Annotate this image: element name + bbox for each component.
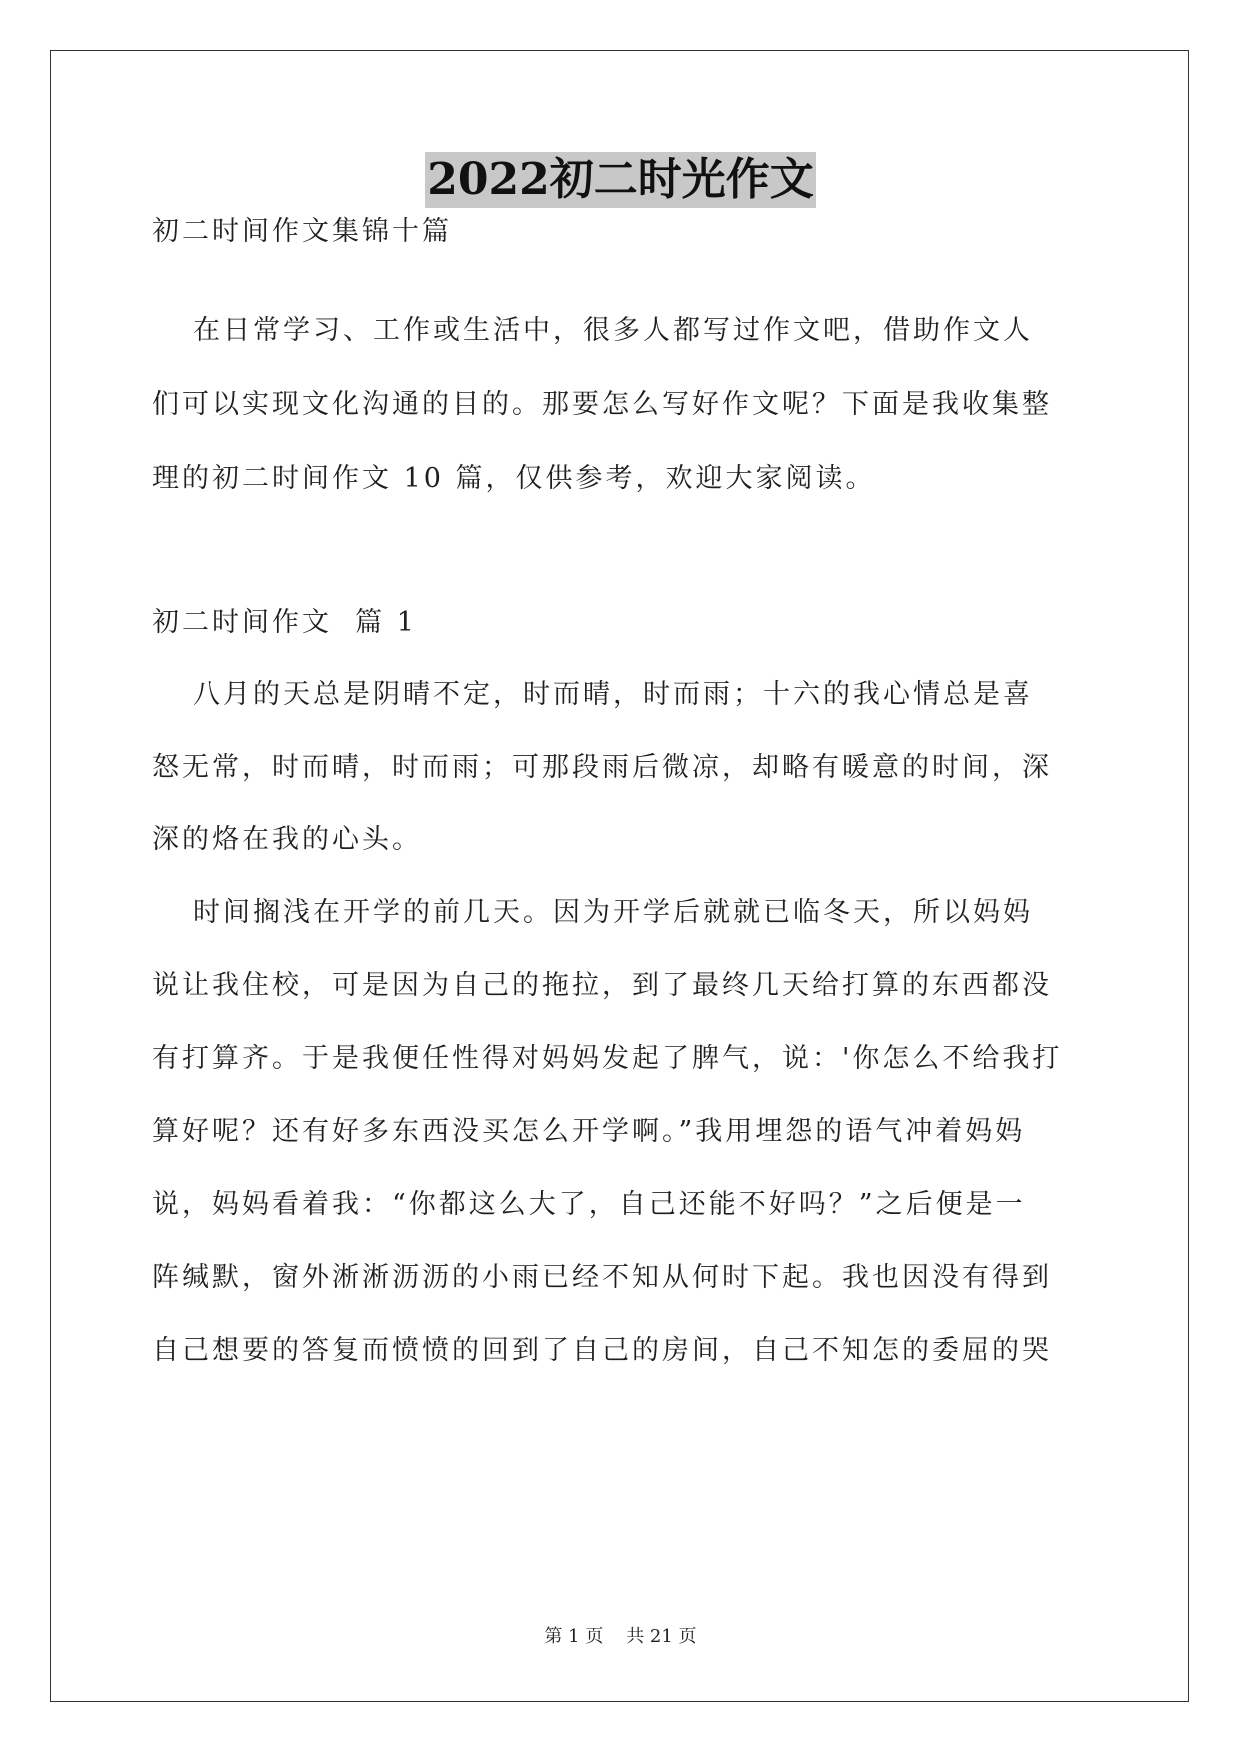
paragraph-line: 自己想要的答复而愤愤的回到了自己的房间，自己不知怎的委屈的哭 — [152, 1335, 1052, 1366]
paragraph-line: 说，妈妈看着我：“你都这么大了，自己还能不好吗？”之后便是一 — [152, 1189, 1026, 1220]
paragraph-line: 有打算齐。于是我便任性得对妈妈发起了脾气，说：'你怎么不给我打 — [152, 1043, 1063, 1074]
page-footer: 第 1 页 共 21 页 — [544, 1626, 697, 1647]
page-border — [50, 50, 1189, 1702]
paragraph-line: 说让我住校，可是因为自己的拖拉，到了最终几天给打算的东西都没 — [152, 970, 1052, 1001]
document-title: 2022初二时光作文 — [425, 152, 815, 208]
paragraph-line: 算好呢？还有好多东西没买怎么开学啊。”我用埋怨的语气冲着妈妈 — [152, 1116, 1026, 1147]
paragraph-line: 八月的天总是阴晴不定，时而晴，时而雨；十六的我心情总是喜 — [193, 679, 1033, 710]
intro-line: 理的初二时间作文 10 篇，仅供参考，欢迎大家阅读。 — [152, 463, 876, 494]
intro-line: 们可以实现文化沟通的目的。那要怎么写好作文呢？下面是我收集整 — [152, 389, 1052, 420]
paragraph-line: 时间搁浅在开学的前几天。因为开学后就就已临冬天，所以妈妈 — [193, 897, 1033, 928]
title-container — [0, 152, 1241, 208]
paragraph-line: 阵缄默，窗外淅淅沥沥的小雨已经不知从何时下起。我也因没有得到 — [152, 1262, 1052, 1293]
paragraph-line: 深的烙在我的心头。 — [152, 824, 422, 855]
section-heading: 初二时间作文 篇 1 — [152, 607, 417, 638]
subtitle: 初二时间作文集锦十篇 — [152, 216, 452, 247]
paragraph-line: 怒无常，时而晴，时而雨；可那段雨后微凉，却略有暖意的时间，深 — [152, 752, 1052, 783]
intro-line: 在日常学习、工作或生活中，很多人都写过作文吧，借助作文人 — [193, 315, 1033, 346]
